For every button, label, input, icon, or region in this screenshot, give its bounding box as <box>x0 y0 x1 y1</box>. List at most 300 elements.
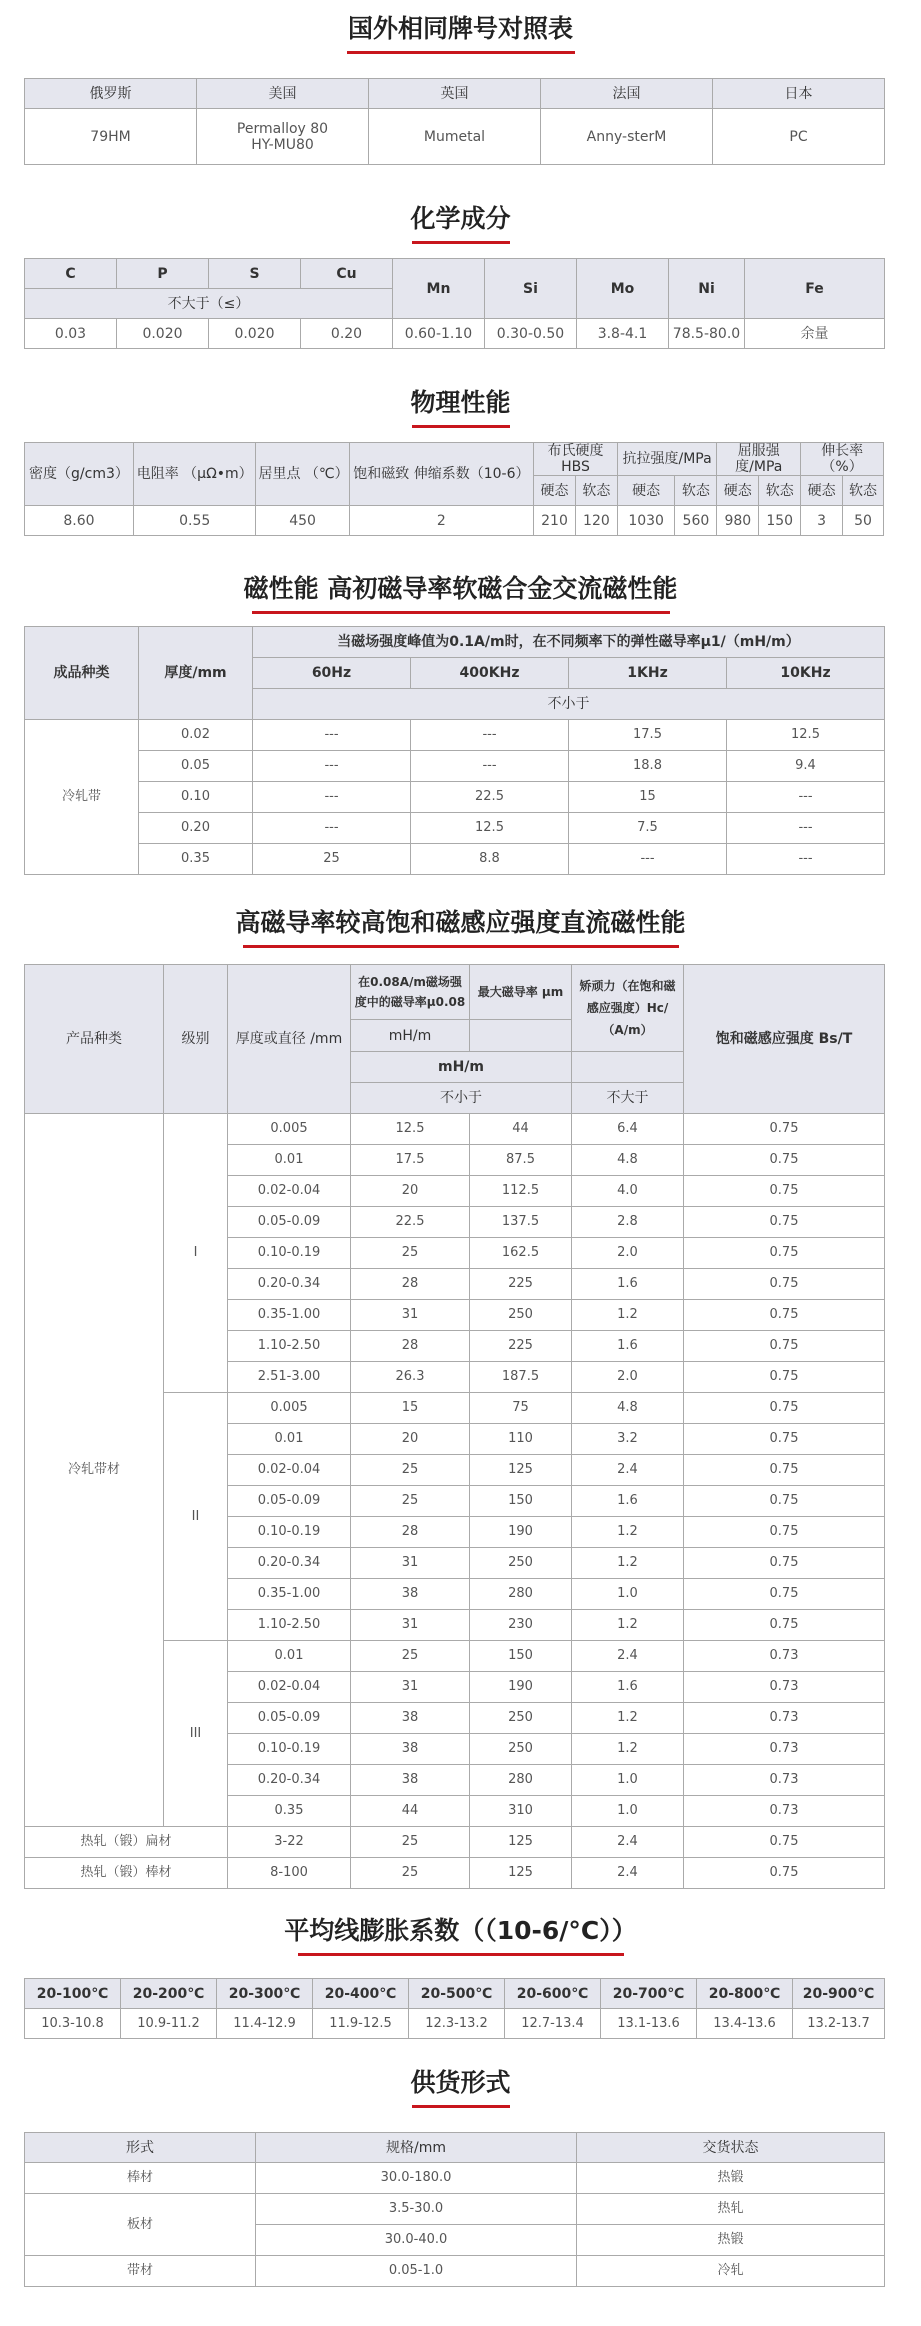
header-cell: Ni <box>669 259 745 319</box>
table-row <box>25 1858 885 1889</box>
title-underline <box>252 611 670 614</box>
table-header-row <box>25 965 885 1020</box>
section-title: 化学成分 <box>410 204 511 233</box>
cell: 3-22 <box>228 1827 351 1858</box>
cell: 125 <box>470 1858 572 1889</box>
cell: 22.5 <box>411 782 569 813</box>
cell: 31 <box>351 1300 470 1331</box>
cell: 250 <box>470 1300 572 1331</box>
cell: III <box>164 1641 228 1827</box>
cell: 0.05-0.09 <box>228 1207 351 1238</box>
cell: 10.3-10.8 <box>25 2009 121 2039</box>
cell: 0.01 <box>228 1424 351 1455</box>
cell: 125 <box>470 1827 572 1858</box>
cell: 冷轧带材 <box>25 1114 164 1827</box>
header-cell: 法国 <box>541 79 713 109</box>
header-cell: 产品种类 <box>25 965 164 1114</box>
header-cell: 10KHz <box>727 658 885 689</box>
cell: 0.75 <box>684 1827 885 1858</box>
cell: 12.5 <box>351 1114 470 1145</box>
header-cell: 形式 <box>25 2133 256 2163</box>
cell: 1.6 <box>572 1331 684 1362</box>
header-cell: 60Hz <box>253 658 411 689</box>
cell: 0.75 <box>684 1548 885 1579</box>
cell: 230 <box>470 1610 572 1641</box>
cell: 2.4 <box>572 1827 684 1858</box>
section-title: 平均线膨胀系数（（10-6/°C）） <box>284 1916 637 1945</box>
table-row <box>25 319 885 349</box>
cell: 22.5 <box>351 1207 470 1238</box>
cell: 1.0 <box>572 1765 684 1796</box>
section-title: 国外相同牌号对照表 <box>347 14 573 43</box>
cell: 0.75 <box>684 1455 885 1486</box>
cell: 13.2-13.7 <box>793 2009 885 2039</box>
table-row <box>25 2194 885 2225</box>
cell: 50 <box>843 506 884 536</box>
cell: 0.73 <box>684 1796 885 1827</box>
cell: 250 <box>470 1703 572 1734</box>
cell: 0.10 <box>139 782 253 813</box>
cell: 12.3-13.2 <box>409 2009 505 2039</box>
cell: 0.75 <box>684 1114 885 1145</box>
section-heading <box>0 0 921 56</box>
cell: 17.5 <box>351 1145 470 1176</box>
cell: 0.75 <box>684 1145 885 1176</box>
title-underline <box>298 1953 624 1956</box>
cell: --- <box>253 751 411 782</box>
header-cell: 不小于 <box>253 689 885 720</box>
header-cell: Si <box>485 259 577 319</box>
cell: 11.4-12.9 <box>217 2009 313 2039</box>
cell: PC <box>713 109 885 165</box>
cell: 2 <box>349 506 533 536</box>
header-cell: 交货状态 <box>577 2133 885 2163</box>
expansion-table <box>24 1978 885 2039</box>
ac-magnetic-table <box>24 626 885 875</box>
header-cell: 软态 <box>759 476 801 506</box>
table-header-row <box>25 259 885 289</box>
table-header-row <box>25 1979 885 2009</box>
cell: 280 <box>470 1765 572 1796</box>
cell: 0.60-1.10 <box>393 319 485 349</box>
header-cell: 20-100℃ <box>25 1979 121 2009</box>
header-cell: Fe <box>745 259 885 319</box>
cell: 冷轧 <box>577 2256 885 2287</box>
cell: 1.2 <box>572 1300 684 1331</box>
section-title: 高磁导率较高饱和磁感应强度直流磁性能 <box>235 908 686 937</box>
header-cell: 20-900℃ <box>793 1979 885 2009</box>
cell: 3.8-4.1 <box>577 319 669 349</box>
section-title: 物理性能 <box>410 388 511 417</box>
cell: 0.05-0.09 <box>228 1703 351 1734</box>
cell: Mumetal <box>369 109 541 165</box>
cell: 冷轧带 <box>25 720 139 875</box>
header-cell: 厚度/mm <box>139 627 253 720</box>
header-cell: 20-800℃ <box>697 1979 793 2009</box>
cell: 0.20-0.34 <box>228 1269 351 1300</box>
cell: 1.0 <box>572 1579 684 1610</box>
header-cell: mH/m <box>351 1052 572 1083</box>
cell: 25 <box>351 1486 470 1517</box>
header-cell: 俄罗斯 <box>25 79 197 109</box>
cell: 15 <box>569 782 727 813</box>
cell: 0.10-0.19 <box>228 1238 351 1269</box>
header-cell: 软态 <box>575 476 617 506</box>
section-heading <box>0 374 921 430</box>
table-header-row <box>25 79 885 109</box>
cell: 热锻 <box>577 2225 885 2256</box>
cell: 13.1-13.6 <box>601 2009 697 2039</box>
cell: 25 <box>351 1238 470 1269</box>
header-cell: 不大于（≤） <box>25 289 393 319</box>
cell: 0.35-1.00 <box>228 1579 351 1610</box>
header-cell: 不小于 <box>351 1083 572 1114</box>
cell: 板材 <box>25 2194 256 2256</box>
cell: 余量 <box>745 319 885 349</box>
cell: 44 <box>351 1796 470 1827</box>
title-underline <box>412 2105 510 2108</box>
title-underline <box>412 425 510 428</box>
header-cell: Mo <box>577 259 669 319</box>
cell: 0.75 <box>684 1362 885 1393</box>
cell: 28 <box>351 1269 470 1300</box>
header-cell: 伸长率 （%） <box>801 443 884 476</box>
cell: 125 <box>470 1455 572 1486</box>
section-heading <box>0 560 921 616</box>
cell: 0.75 <box>684 1300 885 1331</box>
cell: 0.20 <box>301 319 393 349</box>
cell: 87.5 <box>470 1145 572 1176</box>
header-cell: 软态 <box>675 476 717 506</box>
cell: 4.8 <box>572 1393 684 1424</box>
brand-comparison-table <box>24 78 885 165</box>
cell: --- <box>253 720 411 751</box>
cell: 1.0 <box>572 1796 684 1827</box>
cell: 0.75 <box>684 1238 885 1269</box>
cell: 0.35-1.00 <box>228 1300 351 1331</box>
cell: 0.73 <box>684 1641 885 1672</box>
header-cell: 抗拉强度/MPa <box>617 443 717 476</box>
cell: 187.5 <box>470 1362 572 1393</box>
header-cell: 不大于 <box>572 1083 684 1114</box>
cell: 带材 <box>25 2256 256 2287</box>
header-cell: P <box>117 259 209 289</box>
header-cell <box>470 1020 572 1052</box>
cell-line: HY-MU80 <box>251 136 314 153</box>
cell: 31 <box>351 1548 470 1579</box>
table-row <box>25 813 885 844</box>
table-row <box>25 720 885 751</box>
table-header-row <box>25 443 884 476</box>
cell: 1.2 <box>572 1610 684 1641</box>
header-cell: Mn <box>393 259 485 319</box>
header-cell: 日本 <box>713 79 885 109</box>
table-row <box>25 2009 885 2039</box>
table-row <box>25 751 885 782</box>
cell: 热轧（锻）扁材 <box>25 1827 228 1858</box>
header-cell: 电阻率 （μΩ•m） <box>133 443 256 506</box>
section-brand-comparison <box>0 0 921 153</box>
cell: 0.75 <box>684 1424 885 1455</box>
cell: --- <box>727 782 885 813</box>
header-cell: 硬态 <box>801 476 843 506</box>
header-cell: 密度（g/cm3） <box>25 443 134 506</box>
cell: 0.30-0.50 <box>485 319 577 349</box>
header-cell: 饱和磁感应强度 Bs/T <box>684 965 885 1114</box>
cell <box>197 109 369 165</box>
cell: 31 <box>351 1610 470 1641</box>
chemical-table <box>24 258 885 349</box>
cell: 112.5 <box>470 1176 572 1207</box>
header-cell: 当磁场强度峰值为0.1A/m时，在不同频率下的弹性磁导率μ1/（mH/m） <box>253 627 885 658</box>
cell: 0.73 <box>684 1765 885 1796</box>
cell: 6.4 <box>572 1114 684 1145</box>
section-heading <box>0 894 921 950</box>
header-cell: 在0.08A/m磁场强度中的磁导率μ0.08 <box>351 965 470 1020</box>
cell: 20 <box>351 1176 470 1207</box>
header-cell: 美国 <box>197 79 369 109</box>
cell: 38 <box>351 1734 470 1765</box>
header-cell: 硬态 <box>617 476 675 506</box>
cell: 25 <box>351 1827 470 1858</box>
cell: --- <box>727 844 885 875</box>
cell: 1.6 <box>572 1269 684 1300</box>
cell: 250 <box>470 1734 572 1765</box>
cell: 4.0 <box>572 1176 684 1207</box>
cell: 0.05-0.09 <box>228 1486 351 1517</box>
cell: 980 <box>717 506 759 536</box>
cell: 12.7-13.4 <box>505 2009 601 2039</box>
cell: 11.9-12.5 <box>313 2009 409 2039</box>
cell: 0.01 <box>228 1145 351 1176</box>
cell: 3.2 <box>572 1424 684 1455</box>
cell: 0.75 <box>684 1610 885 1641</box>
cell: 7.5 <box>569 813 727 844</box>
title-underline <box>412 241 510 244</box>
cell: 25 <box>253 844 411 875</box>
cell: 31 <box>351 1672 470 1703</box>
cell: 8.60 <box>25 506 134 536</box>
cell: 1.2 <box>572 1517 684 1548</box>
cell: 8-100 <box>228 1858 351 1889</box>
table-row <box>25 2256 885 2287</box>
cell: 20 <box>351 1424 470 1455</box>
cell: 150 <box>759 506 801 536</box>
cell: 0.75 <box>684 1207 885 1238</box>
cell: 0.05-1.0 <box>256 2256 577 2287</box>
header-cell: 20-300℃ <box>217 1979 313 2009</box>
cell: 2.8 <box>572 1207 684 1238</box>
cell: 44 <box>470 1114 572 1145</box>
cell: 310 <box>470 1796 572 1827</box>
cell: 0.73 <box>684 1703 885 1734</box>
cell: 25 <box>351 1641 470 1672</box>
section-physical <box>0 374 921 529</box>
cell: 15 <box>351 1393 470 1424</box>
cell: 8.8 <box>411 844 569 875</box>
cell: 0.020 <box>209 319 301 349</box>
cell: 1.6 <box>572 1672 684 1703</box>
header-cell: 20-500℃ <box>409 1979 505 2009</box>
cell: 38 <box>351 1579 470 1610</box>
supply-table <box>24 2132 885 2287</box>
table-row <box>25 109 885 165</box>
cell: 0.20-0.34 <box>228 1548 351 1579</box>
cell: 0.75 <box>684 1176 885 1207</box>
cell: 110 <box>470 1424 572 1455</box>
cell: 2.0 <box>572 1362 684 1393</box>
cell: 0.02-0.04 <box>228 1672 351 1703</box>
cell: 0.02-0.04 <box>228 1176 351 1207</box>
section-supply <box>0 2054 921 2278</box>
cell: 1.2 <box>572 1703 684 1734</box>
header-cell: Cu <box>301 259 393 289</box>
cell: 0.10-0.19 <box>228 1517 351 1548</box>
cell: 3.5-30.0 <box>256 2194 577 2225</box>
cell: 17.5 <box>569 720 727 751</box>
cell: 0.75 <box>684 1331 885 1362</box>
table-row <box>25 2163 885 2194</box>
cell: 棒材 <box>25 2163 256 2194</box>
section-title: 供货形式 <box>410 2068 511 2097</box>
cell: 28 <box>351 1331 470 1362</box>
cell: 0.020 <box>117 319 209 349</box>
cell: 0.75 <box>684 1486 885 1517</box>
cell: 13.4-13.6 <box>697 2009 793 2039</box>
cell: 450 <box>256 506 349 536</box>
table-header-row <box>25 2133 885 2163</box>
cell: 28 <box>351 1517 470 1548</box>
cell: 0.02-0.04 <box>228 1455 351 1486</box>
cell: 26.3 <box>351 1362 470 1393</box>
cell: 9.4 <box>727 751 885 782</box>
cell: 0.005 <box>228 1393 351 1424</box>
cell: 2.4 <box>572 1858 684 1889</box>
cell: 0.73 <box>684 1734 885 1765</box>
section-heading <box>0 190 921 246</box>
header-cell: 最大磁导率 μm <box>470 965 572 1020</box>
cell: 2.4 <box>572 1641 684 1672</box>
cell: 2.0 <box>572 1238 684 1269</box>
cell: 79HM <box>25 109 197 165</box>
cell: --- <box>411 751 569 782</box>
cell: 12.5 <box>411 813 569 844</box>
cell: --- <box>411 720 569 751</box>
header-cell: 厚度或直径 /mm <box>228 965 351 1114</box>
cell: 3 <box>801 506 843 536</box>
cell: 1.6 <box>572 1486 684 1517</box>
cell: II <box>164 1393 228 1641</box>
cell: 0.20 <box>139 813 253 844</box>
header-cell: 20-200℃ <box>121 1979 217 2009</box>
cell-line: Permalloy 80 <box>236 120 329 137</box>
cell: I <box>164 1114 228 1393</box>
cell: 0.05 <box>139 751 253 782</box>
physical-table <box>24 442 884 536</box>
table-row <box>25 782 885 813</box>
title-underline <box>347 51 575 54</box>
section-dc-magnetic <box>0 894 921 1880</box>
cell: 30.0-180.0 <box>256 2163 577 2194</box>
cell: 0.35 <box>139 844 253 875</box>
cell: 0.005 <box>228 1114 351 1145</box>
cell: --- <box>727 813 885 844</box>
header-cell: 英国 <box>369 79 541 109</box>
header-cell <box>572 1052 684 1083</box>
section-heading <box>0 1902 921 1958</box>
cell: 210 <box>534 506 576 536</box>
header-cell: 软态 <box>843 476 884 506</box>
cell: 25 <box>351 1858 470 1889</box>
dc-magnetic-table <box>24 964 885 1889</box>
section-ac-magnetic <box>0 560 921 866</box>
cell: 2.51-3.00 <box>228 1362 351 1393</box>
cell: 78.5-80.0 <box>669 319 745 349</box>
cell: 0.73 <box>684 1672 885 1703</box>
cell: 热锻 <box>577 2163 885 2194</box>
cell: 0.75 <box>684 1858 885 1889</box>
cell: --- <box>569 844 727 875</box>
cell: 0.03 <box>25 319 117 349</box>
section-heading <box>0 2054 921 2110</box>
cell: 0.10-0.19 <box>228 1734 351 1765</box>
cell: 热轧（锻）棒材 <box>25 1858 228 1889</box>
cell: 0.75 <box>684 1517 885 1548</box>
cell: 1.10-2.50 <box>228 1331 351 1362</box>
cell: 1.2 <box>572 1734 684 1765</box>
section-title: 磁性能 高初磁导率软磁合金交流磁性能 <box>243 574 678 603</box>
cell: 热轧 <box>577 2194 885 2225</box>
cell: 280 <box>470 1579 572 1610</box>
table-header-row <box>25 627 885 658</box>
header-cell: C <box>25 259 117 289</box>
cell: 0.55 <box>133 506 256 536</box>
header-cell: 硬态 <box>717 476 759 506</box>
cell: 0.75 <box>684 1393 885 1424</box>
cell: 560 <box>675 506 717 536</box>
cell: 25 <box>351 1455 470 1486</box>
cell: 38 <box>351 1703 470 1734</box>
cell: 120 <box>575 506 617 536</box>
cell: 190 <box>470 1672 572 1703</box>
cell: 150 <box>470 1486 572 1517</box>
header-cell: 1KHz <box>569 658 727 689</box>
section-expansion <box>0 1902 921 2031</box>
header-cell: 布氏硬度HBS <box>534 443 618 476</box>
cell: 10.9-11.2 <box>121 2009 217 2039</box>
cell: 1030 <box>617 506 675 536</box>
cell: --- <box>253 813 411 844</box>
header-cell: S <box>209 259 301 289</box>
cell: 4.8 <box>572 1145 684 1176</box>
cell: 1.10-2.50 <box>228 1610 351 1641</box>
cell: 150 <box>470 1641 572 1672</box>
cell: 18.8 <box>569 751 727 782</box>
header-cell: 级别 <box>164 965 228 1114</box>
title-underline <box>243 945 679 948</box>
table-row <box>25 506 884 536</box>
header-cell: 规格/mm <box>256 2133 577 2163</box>
header-cell: 屈服强度/MPa <box>717 443 801 476</box>
header-cell: 20-600℃ <box>505 1979 601 2009</box>
header-cell: 成品种类 <box>25 627 139 720</box>
header-cell: 20-400℃ <box>313 1979 409 2009</box>
header-cell: 居里点 （℃） <box>256 443 349 506</box>
cell: --- <box>253 782 411 813</box>
cell: 190 <box>470 1517 572 1548</box>
cell: 0.35 <box>228 1796 351 1827</box>
cell: 162.5 <box>470 1238 572 1269</box>
